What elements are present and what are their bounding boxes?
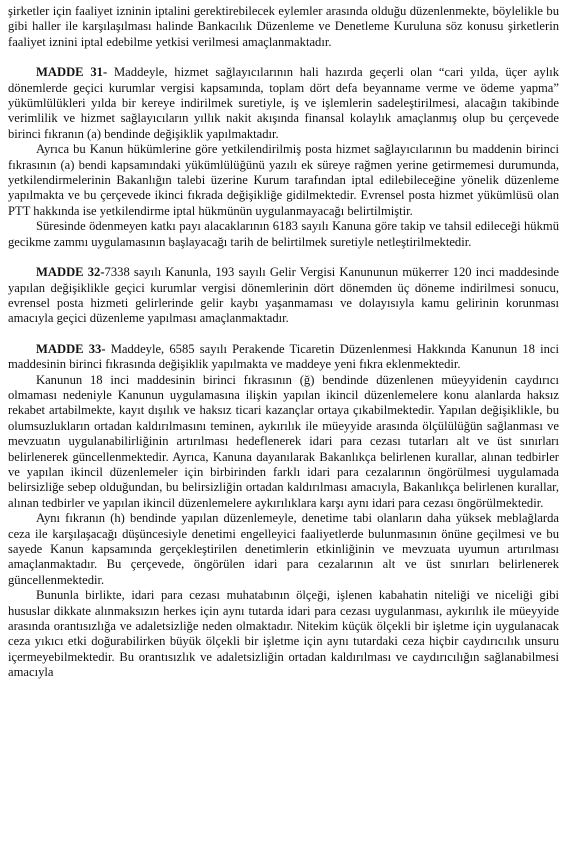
paragraph-text: Kanunun 18 inci maddesinin birinci fıkrasının (ğ) bendinde düzenlenen müeyyidenin caydırıcı olmaması nedeniyle Kanunun uygulamasına ilişkin yapılan ikincil düzenlemelere konu alanlarda haksız rekabet artabilmekte, kayıt dışılık ve haksız ticari kazançlar ortaya çıkabilmektedir. Yapılan değişiklikle, bu olumsuzlukların ortadan kaldırılmasını teminen, aykırılık ile müeyyide arasında ölçülülüğün sağlanması ve mevzuatın uygulanabilirliğinin artırılması hedeflenerek idari para cezası tutarları alt ve üst sınırları belirlenerek güncellenmektedir. Ayrıca, Kanuna dayanılarak Bakanlıkça belirlenen kurallar, alınan tedbirler ve yapılan ikincil düzenlemeler için birbirinden farklı idari para cezalarının öngörülmesi uygulamada belirsizliğe sebep olduğundan, bu belirsizliğin ortadan kaldırılması amacıyla, Bakanlıkça belirlenen kurallar, alınan tedbirler ve yapılan ikincil düzenlemelere aykırılıklara karşı aynı idari para cezası öngörülmektedir. [8, 372, 559, 510]
paragraph-madde-31 [8, 65, 559, 142]
paragraph-madde-31-posta [8, 142, 559, 219]
paragraph-text: Bununla birlikte, idari para cezası muhatabının ölçeği, işlenen kabahatin niteliği ve niceliği gibi hususlar dikkate alınmaksızın herkes için aynı tutarda idari para cezası uygulanması, aykırılık ile müeyyide arasında orantısızlığa ve adaletsizliğe neden olmaktadır. Nitekim küçük ölçekli bir işletme için uygulanacak ceza yıkıcı etki doğurabilirken büyük ölçekli bir işletme için aynı tutardaki ceza hiçbir caydırıcılık unsuru içermeyebilmektedir. Bu orantısızlık ve adaletsizliğin ortadan kaldırılması ve caydırıcılığın sağlanabilmesi amacıyla [8, 588, 559, 680]
paragraph-madde-32 [8, 265, 559, 327]
paragraph-text: Maddeyle, hizmet sağlayıcılarının hali hazırda geçerli olan “cari yılda, üçer aylık dönemlerde geçici kurumlar vergisi kapsamında, toplam dört defa beyanname verme ve ödeme yapma” yükümlülükleri yılda bir kereye indirilmek suretiyle, iş ve işlemlerin sadeleştirilmesi, alacağın takibinde verimlilik ve hizmet sağlayıcıların yıllık nakit akışında finansal kolaylık amaçlanmış olup bu çerçevede birinci fıkranın (a) bendinde değişiklik yapılmaktadır. [8, 65, 559, 141]
paragraph-madde-33-orantisizlik [8, 588, 559, 680]
paragraph-text: Süresinde ödenmeyen katkı payı alacaklarının 6183 sayılı Kanuna göre takip ve tahsil edileceği hükmü gecikme zammı uygulamasının başlayacağı tarih de belirtilmek suretiyle netleştirilmektedir. [8, 219, 559, 249]
madde-33-heading: MADDE 33- [36, 341, 106, 356]
paragraph-madde-33-h-bendi [8, 511, 559, 588]
paragraph-text: şirketler için faaliyet izninin iptalini gerektirebilecek eylemler arasında olduğu düzenlenmekte, böylelikle bu gibi haller ile karşılaşılması halinde Bankacılık Düzenleme ve Denetleme Kuruluna söz konusu şirketlerin faaliyet iznini iptal edebilme yetkisi verilmesi amaçlanmaktadır. [8, 4, 559, 49]
paragraph-text: Ayrıca bu Kanun hükümlerine göre yetkilendirilmiş posta hizmet sağlayıcılarının bu maddenin birinci fıkrasının (a) bendi kapsamındaki yükümlülüğünü yazılı ek süreye rağmen yerine getirmemesi durumunda, yetkilendirmelerinin Bakanlığın talebi üzerine Kurum tarafından iptal edilebileceğine yönelik düzenleme yapılmakta ve bu çerçevede ikinci fıkrada değişikliğe gidilmektedir. Evrensel posta hizmet yükümlüsü olan PTT hakkında ise yetkilendirme iptal hükmünün uygulanmayacağı belirtilmiştir. [8, 142, 559, 218]
madde-31-heading: MADDE 31- [36, 65, 108, 80]
paragraph-text: Maddeyle, 6585 sayılı Perakende Ticaretin Düzenlenmesi Hakkında Kanunun 18 inci maddesinin birinci fıkrasında değişiklik yapılmakta ve maddeye yeni fıkra eklenmektedir. [8, 341, 559, 372]
paragraph-intro [8, 4, 559, 50]
paragraph-madde-33-g-bendi [8, 373, 559, 512]
madde-32-heading: MADDE 32- [36, 265, 105, 280]
paragraph-text: 7338 sayılı Kanunla, 193 sayılı Gelir Vergisi Kanununun mükerrer 120 inci maddesinde yapılan değişiklikle geçici kurumlar vergisi dönemlerinin dört dönemden üç döneme indirilmesi sonucu, evrensel posta hizmeti gelirlerinde gelir kaybı yaşanmaması ve dolayısıyla kamu gelirinin korunması amacıyla geçici düzenleme yapılması amaçlanmaktadır. [8, 265, 559, 326]
paragraph-text: Aynı fıkranın (h) bendinde yapılan düzenlemeyle, denetime tabi olanların daha yüksek meblağlarda ceza ile karşılaşacağı düşüncesiyle denetimi engelleyici faaliyetlerde bulunmasının önüne geçilmesi ve bu sayede Kanun kapsamında gerçekleştirilen denetimlerin etkinliğinin ve mevzuata uyumun artırılması amaçlanmaktadır. Bu çerçevede, öngörülen idari para cezalarının alt ve üst sınırları belirlenerek güncellenmektedir. [8, 511, 559, 587]
paragraph-madde-31-katki-payi [8, 219, 559, 250]
paragraph-madde-33 [8, 342, 559, 373]
